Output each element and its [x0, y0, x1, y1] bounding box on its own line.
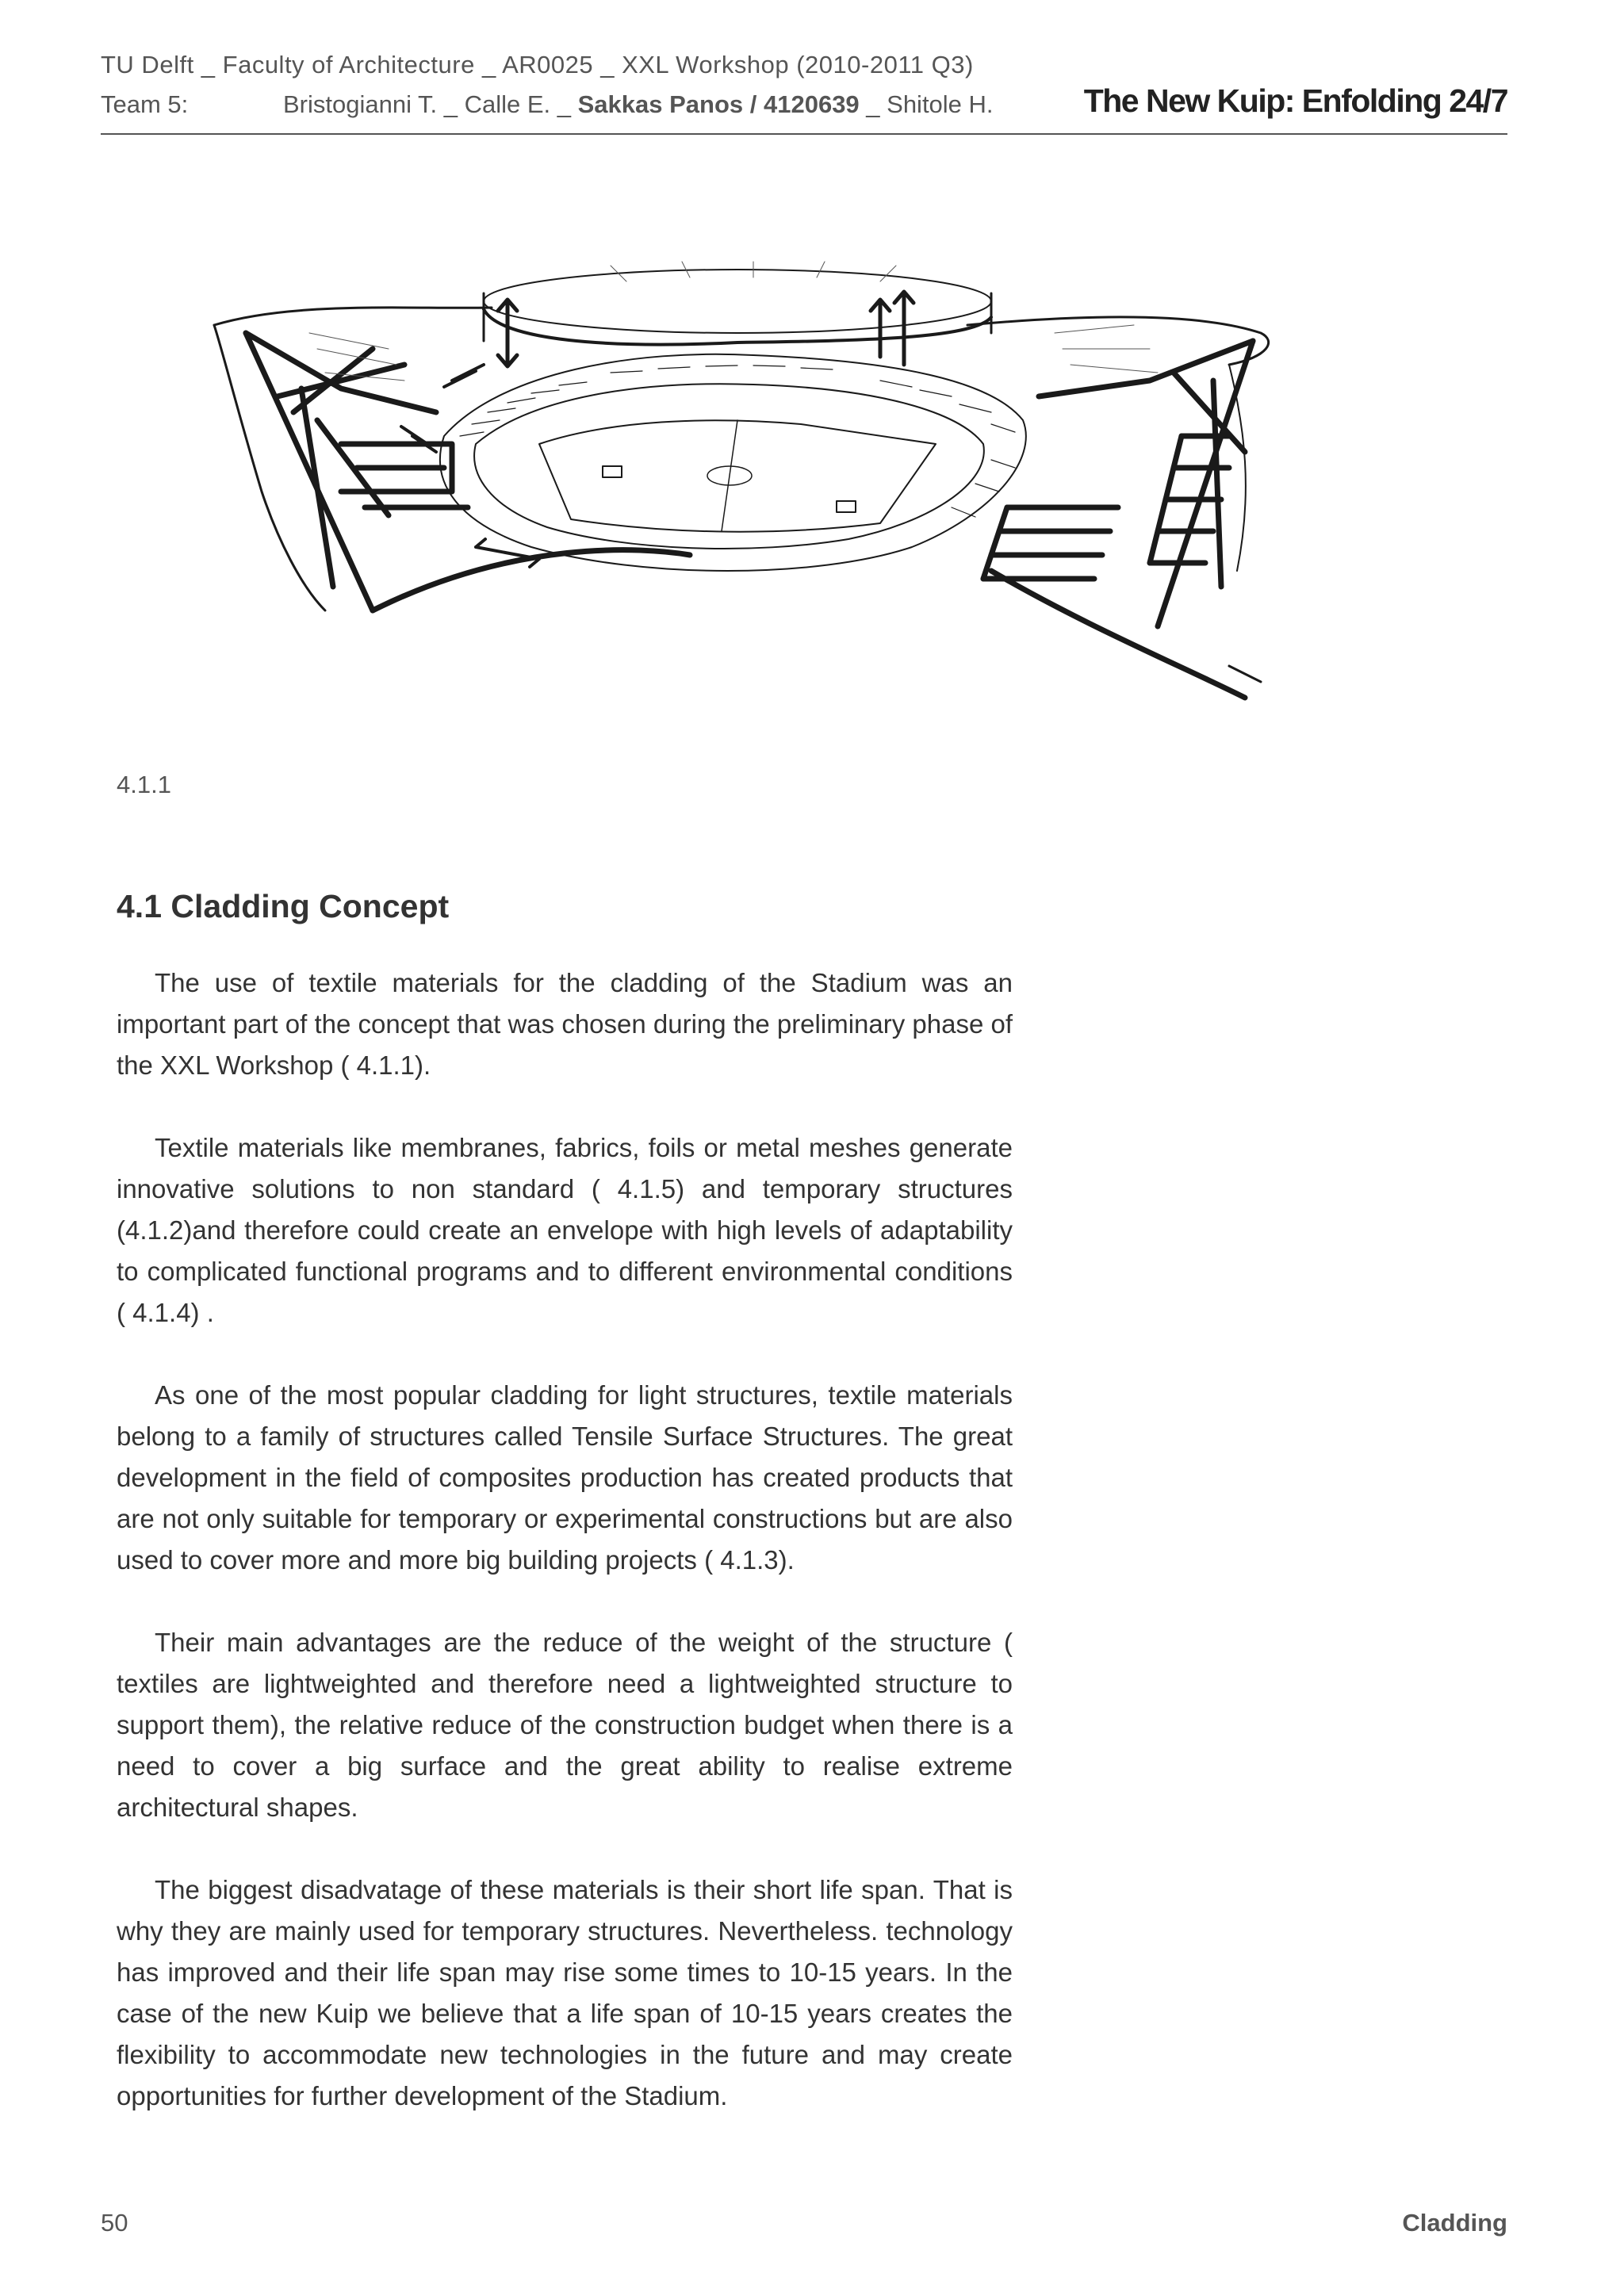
- course-line: TU Delft _ Faculty of Architecture _ AR0025 _ XXL Workshop (2010-2011 Q3): [101, 51, 974, 78]
- project-title: The New Kuip: Enfolding 24/7: [1083, 82, 1507, 119]
- paragraph: As one of the most popular cladding for light structures, textile materials belong to a family of structures called Tensile Surface Structures. The great development in the field of composites production has created products that are not only suitable for temporary or experimental constructions but are also used to cover more and more big building projects ( 4.1.3).: [117, 1380, 1013, 1575]
- footer-section-name: Cladding: [1402, 2209, 1507, 2237]
- page-header: [101, 48, 1507, 135]
- section-title: 4.1 Cladding Concept: [117, 888, 450, 924]
- body-text: [117, 962, 1013, 2158]
- members-before: Bristogianni T. _ Calle E. _: [283, 90, 578, 118]
- page-number: 50: [101, 2209, 128, 2237]
- team-label: Team 5:: [101, 90, 189, 118]
- figure-label: 4.1.1: [117, 771, 171, 798]
- team-members: [283, 90, 994, 119]
- members-after: _ Shitole H.: [859, 90, 994, 118]
- stadium-sketch: [198, 254, 1324, 729]
- paragraph: Their main advantages are the reduce of the weight of the structure ( textiles are lightweighted and therefore need a lightweighted structure to support them), the relative reduce of the construction budget when there is a need to cover a big surface and the great ability to realise extreme architectural shapes.: [117, 1628, 1013, 1822]
- paragraph: The biggest disadvatage of these materials is their short life span. That is why they are mainly used for temporary structures. Nevertheless. technology has improved and their life span may rise some times to 10-15 years. In the case of the new Kuip we believe that a life span of 10-15 years creates the flexibility to accommodate new technologies in the future and may create opportunities for further development of the Stadium.: [117, 1875, 1013, 2110]
- stadium-sketch-figure: [198, 254, 1324, 729]
- paragraph: Textile materials like membranes, fabrics, foils or metal meshes generate innovative solutions to non standard ( 4.1.5) and temporary structures (4.1.2)and therefore could create an envelope with high levels of adaptability to complicated functional programs and to different environmental conditions ( 4.1.4) .: [117, 1133, 1013, 1327]
- members-bold: Sakkas Panos / 4120639: [577, 90, 860, 118]
- paragraph: The use of textile materials for the cladding of the Stadium was an important part of the concept that was chosen during the preliminary phase of the XXL Workshop ( 4.1.1).: [117, 968, 1013, 1080]
